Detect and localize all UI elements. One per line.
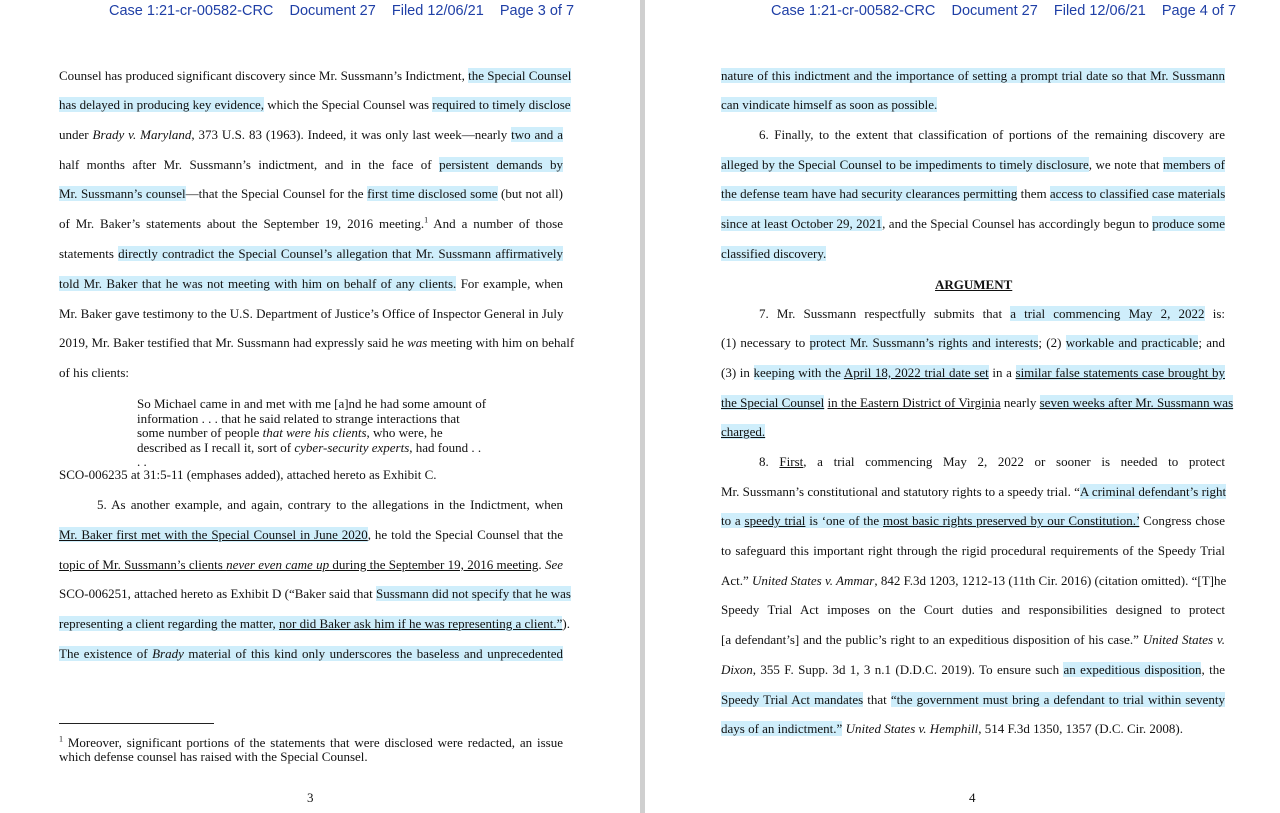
text-line: 6. Finally, to the extent that classification of portions of the remaining discovery are — [759, 127, 1225, 142]
text-line: days of an indictment.” United States v. Hemphill, 514 F.3d 1350, 1357 (D.C. Cir. 2008). — [721, 721, 1183, 736]
text-line: of his clients: — [59, 365, 130, 380]
text-line: nature of this indictment and the importance of setting a prompt trial date so that Mr. Sussmann — [721, 68, 1225, 83]
text-line: 2019, Mr. Baker testified that Mr. Sussmann had expressly said he was meeting with him on behalf — [59, 335, 575, 350]
text-line: told Mr. Baker that he was not meeting with him on behalf of any clients. For example, when — [59, 276, 563, 291]
footnote-marker: 1 — [424, 215, 429, 225]
text-line: has delayed in producing key evidence, which the Special Counsel was required to timely disclose — [59, 97, 571, 112]
text-line: Mr. Sussmann’s counsel—that the Special Counsel for the first time disclosed some (but not all) — [59, 186, 563, 201]
footnote-separator — [59, 723, 214, 724]
text-line: alleged by the Special Counsel to be impediments to timely disclosure, we note that members of — [721, 157, 1226, 172]
text-line: The existence of Brady material of this kind only underscores the baseless and unprecedented — [59, 646, 563, 661]
text-line: SCO-006251, attached hereto as Exhibit D (“Baker said that Sussmann did not specify that he was — [59, 586, 571, 601]
footnote: $^1$ Moreover, significant portions of the statements that were disclosed were redacted, an issue which defense counsel has raised with the Special Counsel. — [59, 734, 564, 764]
page-number: 4 — [969, 790, 976, 805]
text-line: Mr. Sussmann’s constitutional and statutory rights to a speedy trial. “A criminal defendant’s right — [721, 484, 1227, 499]
page-header: Case 1:21-cr-00582-CRC Document 27 Filed 12/06/21 Page 4 of 7 — [771, 3, 1237, 19]
block-quote: So Michael came in and met with me [a]nd he had some amount of information . . . that he said related to strange interactions that some number of people that were his clients, who were, he described as I recall it, sort of cyber-security experts, had found . . . . — [137, 396, 487, 469]
text-line: the Special Counsel in the Eastern District of Virginia nearly seven weeks after Mr. Sussmann was — [721, 395, 1234, 410]
text-line: Speedy Trial Act imposes on the Court duties and responsibilities designed to protect — [721, 602, 1225, 617]
text-line: of Mr. Baker’s statements about the September 19, 2016 meeting.$^1$ And a number of those — [59, 215, 564, 231]
citation-line: SCO-006235 at 31:5-11 (emphases added), attached hereto as Exhibit C. — [59, 467, 437, 482]
text-line: Speedy Trial Act mandates that “the government must bring a defendant to trial within seventy — [721, 692, 1225, 707]
text-line: Dixon, 355 F. Supp. 3d 1, 3 n.1 (D.D.C. 2019). To ensure such an expeditious disposition, the — [721, 662, 1225, 677]
text-line: Act.” United States v. Ammar, 842 F.3d 1203, 1212-13 (11th Cir. 2016) (citation omitted). “[T]he — [721, 573, 1227, 588]
text-line: can vindicate himself as soon as possible. — [721, 97, 938, 112]
text-line: representing a client regarding the matter, nor did Baker ask him if he was representing a client.”). — [59, 616, 571, 631]
text-line: under Brady v. Maryland, 373 U.S. 83 (1963). Indeed, it was only last week—nearly two and a — [59, 127, 563, 142]
text-line: (1) necessary to protect Mr. Sussmann’s rights and interests; (2) workable and practicable; and — [721, 335, 1225, 350]
text-line: to a speedy trial is ‘one of the most basic rights preserved by our Constitution.’ Congress chose — [721, 513, 1225, 528]
text-line: 7. Mr. Sussmann respectfully submits that a trial commencing May 2, 2022 is: — [759, 306, 1225, 321]
text-line: topic of Mr. Sussmann’s clients never even came up during the September 19, 2016 meeting. See — [59, 557, 563, 572]
text-line: to safeguard this important right through the rigid procedural requirements of the Speedy Trial — [721, 543, 1225, 558]
text-line: since at least October 29, 2021, and the Special Counsel has accordingly begun to produce some — [721, 216, 1225, 231]
text-line: [a defendant’s] and the public’s right to an expeditious disposition of his case.” United States v. — [721, 632, 1225, 647]
page-number: 3 — [307, 790, 314, 805]
text-line: half months after Mr. Sussmann’s indictment, and in the face of persistent demands by — [59, 157, 563, 172]
text-line: charged. — [721, 424, 766, 439]
text-line: classified discovery. — [721, 246, 827, 261]
text-line: statements directly contradict the Special Counsel’s allegation that Mr. Sussmann affirmatively — [59, 246, 563, 261]
text-line: 5. As another example, and again, contrary to the allegations in the Indictment, when — [97, 497, 563, 512]
text-line: (3) in keeping with the April 18, 2022 trial date set in a similar false statements case brought by — [721, 365, 1225, 380]
text-line: Mr. Baker gave testimony to the U.S. Department of Justice’s Office of Inspector General in July — [59, 306, 564, 321]
section-heading: ARGUMENT — [935, 277, 1013, 292]
highlight: the Special Counsel — [468, 68, 572, 83]
text-segment: Counsel has produced significant discovery since Mr. Sussmann’s Indictment, — [59, 68, 469, 83]
text-line: Mr. Baker first met with the Special Counsel in June 2020, he told the Special Counsel that the — [59, 527, 563, 542]
text-line: the defense team have had security clearances permitting them access to classified case materials — [721, 186, 1226, 201]
text-line: 8. First, a trial commencing May 2, 2022 or sooner is needed to protect — [759, 454, 1226, 469]
page-header: Case 1:21-cr-00582-CRC Document 27 Filed 12/06/21 Page 3 of 7 — [109, 3, 575, 19]
text-line — [59, 68, 572, 83]
document-page-4 — [645, 0, 1280, 813]
